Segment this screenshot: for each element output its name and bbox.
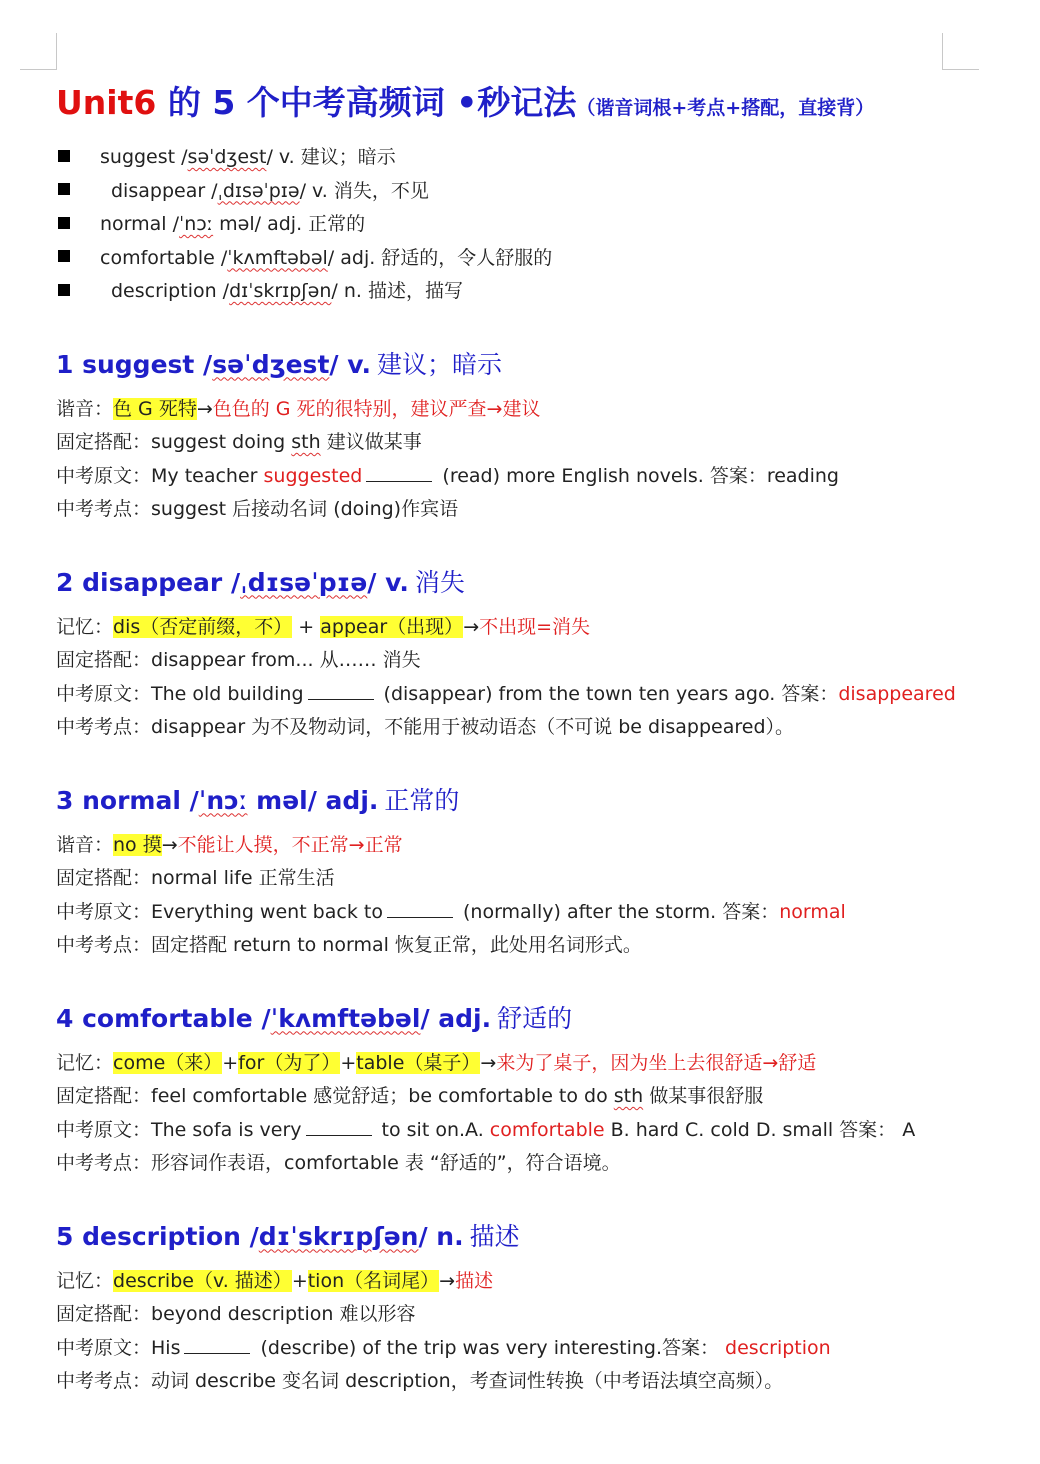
exam-label: 中考原文：: [56, 464, 152, 487]
answer-blank: [387, 899, 453, 918]
exam-sentence-start: My teacher: [151, 464, 264, 487]
memory-part: describe（v. 描述）: [113, 1269, 292, 1292]
collocation-label: 固定搭配：: [56, 867, 152, 889]
exam-label: 中考原文：: [56, 900, 152, 923]
memory-part: +: [291, 1269, 308, 1292]
answer-blank: [184, 1335, 250, 1354]
memory-line: [56, 393, 996, 427]
exam-point-label: 中考考点：: [56, 716, 152, 738]
collocation-line: [56, 426, 996, 460]
exam-sentence-line: [56, 678, 996, 712]
collocation-wavy: sth: [291, 431, 321, 453]
heading-meaning: 正常的: [384, 785, 460, 815]
exam-options-tail: B. hard C. cold D. small 答案： A: [604, 1118, 916, 1141]
memory-label: 记忆：: [56, 615, 114, 638]
bullet-square-icon: [58, 183, 70, 195]
crop-mark-top-left: [20, 33, 57, 70]
bullet-word: description /: [111, 280, 230, 302]
bullet-phonetic: dɪˈskrɪpʃən: [229, 280, 332, 302]
collocation-text: beyond description 难以形容: [151, 1303, 416, 1325]
bullet-square-icon: [58, 150, 70, 162]
exam-label: 中考原文：: [56, 1118, 152, 1141]
exam-sentence-start: Everything went back to: [151, 900, 383, 923]
exam-point-label: 中考考点：: [56, 934, 152, 956]
collocation-text: disappear from... 从…… 消失: [151, 649, 421, 671]
heading-pos: məl/ adj.: [247, 785, 379, 815]
heading-phonetic: ˌdɪsəˈpɪə: [240, 567, 368, 597]
collocation-line: [56, 1298, 996, 1332]
title-unit: Unit6: [56, 83, 157, 122]
exam-point-line: [56, 493, 996, 527]
bullet-square-icon: [58, 250, 70, 262]
memory-part: 色 G 死特: [113, 397, 197, 420]
bullet-meaning: / v. 消失，不见: [299, 179, 429, 202]
bullet-square-icon: [58, 284, 70, 296]
collocation-label: 固定搭配：: [56, 649, 152, 671]
bullet-item: [56, 175, 996, 209]
document-page: [56, 78, 996, 1399]
memory-part: no 摸: [113, 833, 162, 856]
memory-part: 不能让人摸，不正常→正常: [177, 833, 403, 856]
page-title: [56, 78, 996, 133]
bullet-phonetic: ˌdɪsəˈpɪə: [217, 179, 300, 202]
section-heading: [56, 1217, 996, 1257]
memory-part: →: [439, 1269, 456, 1292]
collocation-text: feel comfortable 感觉舒适；be comfortable to do: [151, 1085, 614, 1107]
bullet-word: suggest /: [100, 146, 188, 168]
memory-part: for（为了）: [238, 1051, 341, 1074]
bullet-phonetic: ˈnɔː: [179, 213, 214, 235]
exam-point-label: 中考考点：: [56, 498, 152, 520]
bullet-meaning: / n. 描述，描写: [331, 280, 463, 302]
exam-sentence-start: His: [151, 1336, 181, 1359]
exam-sentence-line: [56, 1114, 996, 1148]
heading-phonetic: ˈnɔː: [198, 785, 248, 815]
exam-sentence-start: The sofa is very: [151, 1118, 302, 1141]
memory-part: tion（名词尾）: [307, 1269, 440, 1292]
answer-blank: [308, 681, 374, 700]
exam-sentence-line: [56, 896, 996, 930]
memory-part: +: [222, 1051, 239, 1074]
bullet-square-icon: [58, 217, 70, 229]
exam-point-line: [56, 1365, 996, 1399]
word-section: [56, 1217, 996, 1399]
exam-sentence-rest: (disappear) from the town ten years ago. 答案：: [377, 682, 839, 705]
heading-meaning: 描述: [469, 1221, 520, 1251]
exam-sentence-rest: (normally) after the storm. 答案：: [456, 900, 780, 923]
exam-sentence-rest: (describe) of the trip was very interesting.答案：: [254, 1336, 726, 1359]
word-section: [56, 345, 996, 527]
exam-point-text: 形容词作表语，comfortable 表 “舒适的”，符合语境。: [151, 1152, 621, 1174]
memory-label: 谐音：: [56, 397, 114, 420]
heading-meaning: 建议；暗示: [376, 349, 502, 379]
bullet-item: [56, 242, 996, 276]
section-heading: [56, 563, 996, 603]
collocation-text: suggest doing: [151, 431, 292, 453]
heading-phonetic: ˈkʌmftəbəl: [270, 1003, 421, 1033]
bullet-phonetic: ˈkʌmftəbəl: [227, 246, 328, 269]
title-part2: 个中考高频词 •秒记法: [235, 83, 577, 122]
exam-label: 中考原文：: [56, 682, 152, 705]
memory-line: [56, 611, 996, 645]
memory-part: dis（否定前缀，不）: [113, 615, 293, 638]
exam-sentence-line: [56, 460, 996, 494]
memory-part: 色色的 G 死的很特别，建议严查→建议: [212, 397, 541, 420]
collocation-label: 固定搭配：: [56, 1085, 152, 1107]
bullet-phonetic: səˈdʒest: [187, 146, 267, 168]
section-heading: [56, 999, 996, 1039]
collocation-wavy: sth: [613, 1085, 644, 1107]
collocation-tail: 做某事很舒服: [643, 1085, 764, 1107]
exam-sentence-rest: (read) more English novels. 答案：reading: [436, 464, 839, 487]
exam-answer: comfortable: [489, 1118, 605, 1141]
crop-mark-top-right: [942, 33, 979, 70]
exam-point-text: 固定搭配 return to normal 恢复正常，此处用名词形式。: [151, 934, 642, 956]
heading-word: 4 comfortable /: [56, 1003, 271, 1033]
collocation-text: normal life 正常生活: [151, 867, 335, 889]
heading-word: 2 disappear /: [56, 567, 241, 597]
bullet-word: disappear /: [111, 179, 218, 202]
heading-word: 5 description /: [56, 1221, 259, 1251]
memory-part: table（桌子）: [356, 1051, 481, 1074]
section-heading: [56, 345, 996, 385]
collocation-line: [56, 644, 996, 678]
bullet-word: normal /: [100, 213, 180, 235]
exam-point-line: [56, 929, 996, 963]
bullet-meaning: / v. 建议；暗示: [266, 146, 396, 168]
memory-part: 不出现=消失: [479, 615, 591, 638]
collocation-tail: 建议做某事: [320, 431, 422, 453]
collocation-line: [56, 1080, 996, 1114]
exam-keyword: suggested: [263, 464, 363, 487]
memory-part: →: [463, 615, 480, 638]
title-part1: 的: [156, 83, 213, 122]
memory-label: 记忆：: [56, 1051, 114, 1074]
memory-line: [56, 1265, 996, 1299]
answer-blank: [366, 463, 432, 482]
exam-answer: normal: [779, 900, 846, 923]
bullet-item: [56, 208, 996, 242]
exam-point-label: 中考考点：: [56, 1152, 152, 1174]
exam-sentence-line: [56, 1332, 996, 1366]
heading-pos: / v.: [367, 567, 409, 597]
exam-point-line: [56, 1147, 996, 1181]
word-section: [56, 781, 996, 963]
memory-part: +: [340, 1051, 357, 1074]
memory-part: +: [292, 615, 321, 638]
word-section: [56, 563, 996, 745]
heading-pos: / n.: [418, 1221, 464, 1251]
exam-point-line: [56, 711, 996, 745]
word-bullet-list: [56, 141, 996, 309]
heading-meaning: 舒适的: [497, 1003, 573, 1033]
heading-word: 1 suggest /: [56, 349, 213, 379]
exam-answer: disappeared: [838, 682, 956, 705]
heading-phonetic: dɪˈskrɪpʃən: [258, 1221, 419, 1251]
bullet-meaning: məl/ adj. 正常的: [213, 213, 366, 235]
collocation-line: [56, 862, 996, 896]
collocation-label: 固定搭配：: [56, 431, 152, 453]
exam-sentence-rest: to sit on.A.: [375, 1118, 490, 1141]
memory-label: 记忆：: [56, 1269, 114, 1292]
heading-meaning: 消失: [414, 567, 465, 597]
exam-point-text: suggest 后接动名词 (doing)作宾语: [151, 498, 459, 520]
collocation-label: 固定搭配：: [56, 1303, 152, 1325]
memory-part: →: [196, 397, 213, 420]
heading-pos: / v.: [329, 349, 371, 379]
exam-point-text: disappear 为不及物动词，不能用于被动语态（不可说 be disappeared）。: [151, 716, 795, 738]
bullet-item: [56, 275, 996, 309]
memory-part: 描述: [455, 1269, 494, 1292]
exam-sentence-start: The old building: [151, 682, 304, 705]
bullet-word: comfortable /: [100, 246, 228, 269]
word-section: [56, 999, 996, 1181]
exam-label: 中考原文：: [56, 1336, 152, 1359]
memory-part: come（来）: [113, 1051, 223, 1074]
memory-part: →: [480, 1051, 497, 1074]
title-subtitle: （谐音词根+考点+搭配，直接背）: [576, 97, 875, 119]
memory-label: 谐音：: [56, 833, 114, 856]
heading-word: 3 normal /: [56, 785, 199, 815]
answer-blank: [306, 1117, 372, 1136]
section-heading: [56, 781, 996, 821]
heading-phonetic: səˈdʒest: [212, 349, 330, 379]
exam-point-text: 动词 describe 变名词 description，考查词性转换（中考语法填空高频）。: [151, 1370, 784, 1392]
bullet-item: [56, 141, 996, 175]
memory-part: 来为了桌子，因为坐上去很舒适→舒适: [496, 1051, 817, 1074]
memory-part: appear（出现）: [320, 615, 464, 638]
exam-point-label: 中考考点：: [56, 1370, 152, 1392]
memory-part: →: [161, 833, 178, 856]
memory-line: [56, 1047, 996, 1081]
heading-pos: / adj.: [420, 1003, 492, 1033]
title-num: 5: [212, 83, 236, 122]
memory-line: [56, 829, 996, 863]
exam-answer: description: [725, 1336, 831, 1359]
word-sections: [56, 345, 996, 1399]
bullet-meaning: / adj. 舒适的，令人舒服的: [327, 246, 553, 269]
